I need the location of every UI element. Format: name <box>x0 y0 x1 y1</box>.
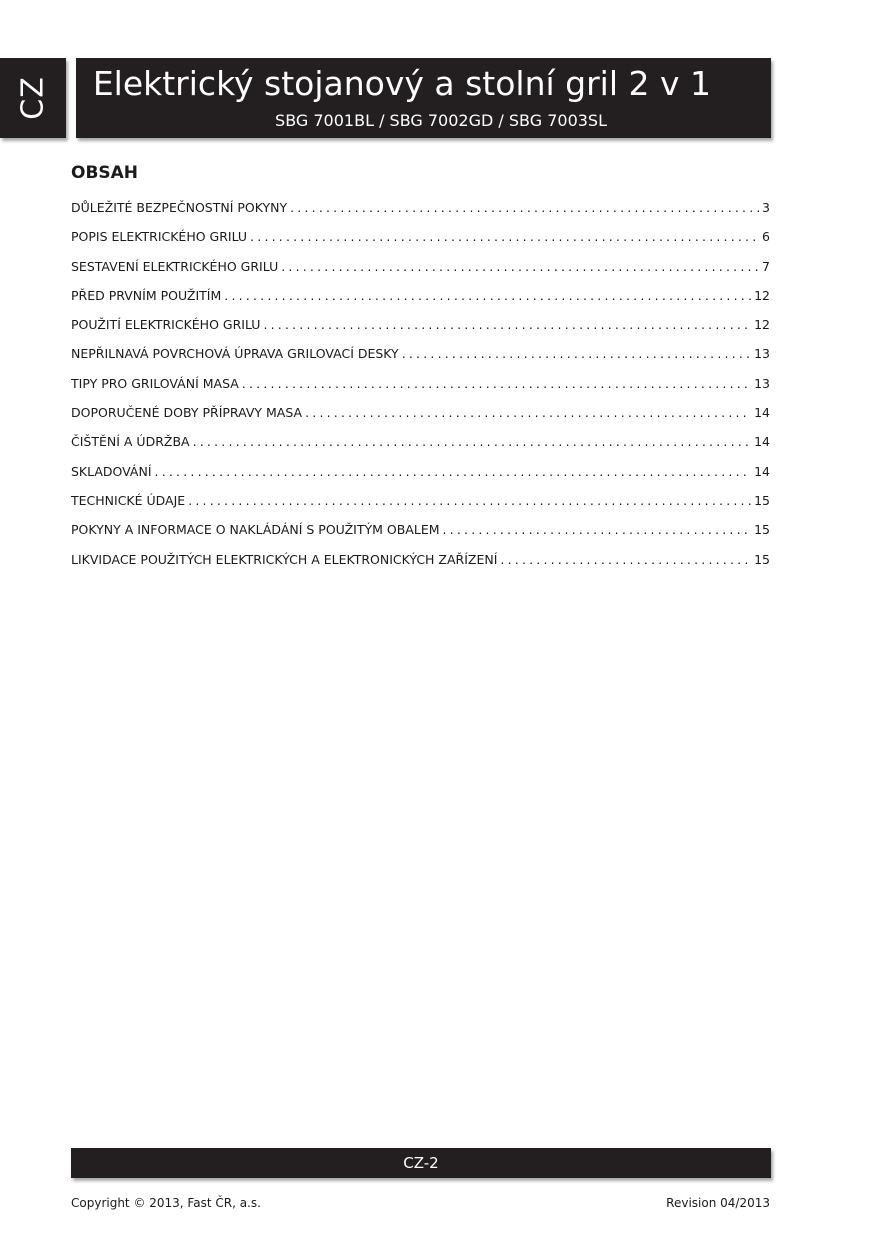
toc-entry-page: 15 <box>754 492 770 508</box>
toc-entry[interactable] <box>71 346 770 375</box>
model-numbers: SBG 7001BL / SBG 7002GD / SBG 7003SL <box>275 111 607 130</box>
toc-dot-leader <box>443 522 752 537</box>
toc-entry[interactable] <box>71 229 770 258</box>
toc-dot-leader <box>155 464 752 479</box>
toc-dot-leader <box>224 288 751 303</box>
toc-entry[interactable] <box>71 259 770 288</box>
toc-entry-label: TECHNICKÉ ÚDAJE <box>71 492 186 508</box>
toc-entry[interactable] <box>71 376 770 405</box>
toc-heading: OBSAH <box>71 163 139 183</box>
toc-entry-label: DŮLEŽITÉ BEZPEČNOSTNÍ POKYNY <box>71 200 288 215</box>
toc-entry-page: 3 <box>762 200 770 215</box>
toc-entry-label: POPIS ELEKTRICKÉHO GRILU <box>71 229 248 245</box>
toc-entry-label: LIKVIDACE POUŽITÝCH ELEKTRICKÝCH A ELEKTRONICKÝCH ZAŘÍZENÍ <box>71 551 498 567</box>
toc-entry[interactable] <box>71 493 770 522</box>
toc-entry-page: 14 <box>754 434 770 450</box>
toc-dot-leader <box>250 229 759 244</box>
toc-dot-leader <box>305 405 751 420</box>
footer-bar <box>71 1148 771 1178</box>
toc-entry-label: NEPŘILNAVÁ POVRCHOVÁ ÚPRAVA GRILOVACÍ DESKY <box>71 346 399 362</box>
toc-entry[interactable] <box>71 522 770 551</box>
toc-entry-page: 13 <box>754 346 770 362</box>
toc-entry[interactable] <box>71 405 770 434</box>
toc-entry-label: PŘED PRVNÍM POUŽITÍM <box>71 287 222 303</box>
toc-entry-page: 12 <box>754 317 770 333</box>
toc-entry-page: 15 <box>754 522 770 538</box>
toc-entry[interactable] <box>71 288 770 317</box>
toc-entry-page: 6 <box>762 229 770 245</box>
toc-entry-label: POUŽITÍ ELEKTRICKÉHO GRILU <box>71 317 261 333</box>
toc-entry[interactable] <box>71 434 770 463</box>
toc-dot-leader <box>500 552 751 567</box>
language-tab <box>0 58 66 138</box>
page-title: Elektrický stojanový a stolní gril 2 v 1 <box>92 64 711 103</box>
toc-entry[interactable] <box>71 200 770 229</box>
toc-entry-label: SKLADOVÁNÍ <box>71 463 152 479</box>
toc-entry-label: SESTAVENÍ ELEKTRICKÉHO GRILU <box>71 258 279 274</box>
toc-entry-page: 15 <box>754 551 770 567</box>
toc-dot-leader <box>281 259 759 274</box>
toc-entry[interactable] <box>71 552 770 581</box>
toc-entry-page: 12 <box>754 287 770 303</box>
toc-entry-label: DOPORUČENÉ DOBY PŘÍPRAVY MASA <box>71 405 303 421</box>
toc-entry-label: TIPY PRO GRILOVÁNÍ MASA <box>71 375 239 391</box>
toc-entry-page: 7 <box>762 258 770 274</box>
toc-entry[interactable] <box>71 464 770 493</box>
title-banner <box>76 58 771 138</box>
toc-dot-leader <box>193 434 752 449</box>
toc-entry-page: 14 <box>754 463 770 479</box>
toc-dot-leader <box>263 317 751 332</box>
toc-entry[interactable] <box>71 317 770 346</box>
revision-label: Revision 04/2013 <box>666 1196 770 1210</box>
toc-dot-leader <box>402 346 751 361</box>
toc-entry-page: 13 <box>754 375 770 391</box>
toc-dot-leader <box>242 376 751 391</box>
copyright-notice: Copyright © 2013, Fast ČR, a.s. <box>71 1196 261 1210</box>
toc-dot-leader <box>188 493 751 508</box>
toc-entry-label: POKYNY A INFORMACE O NAKLÁDÁNÍ S POUŽITÝM OBALEM <box>71 522 440 538</box>
toc-entry-label: ČIŠTĚNÍ A ÚDRŽBA <box>71 434 190 450</box>
table-of-contents <box>71 200 770 581</box>
toc-entry-page: 14 <box>754 405 770 421</box>
toc-dot-leader <box>290 200 759 215</box>
language-tab-label: CZ <box>15 76 51 120</box>
page-number: CZ-2 <box>403 1154 439 1172</box>
